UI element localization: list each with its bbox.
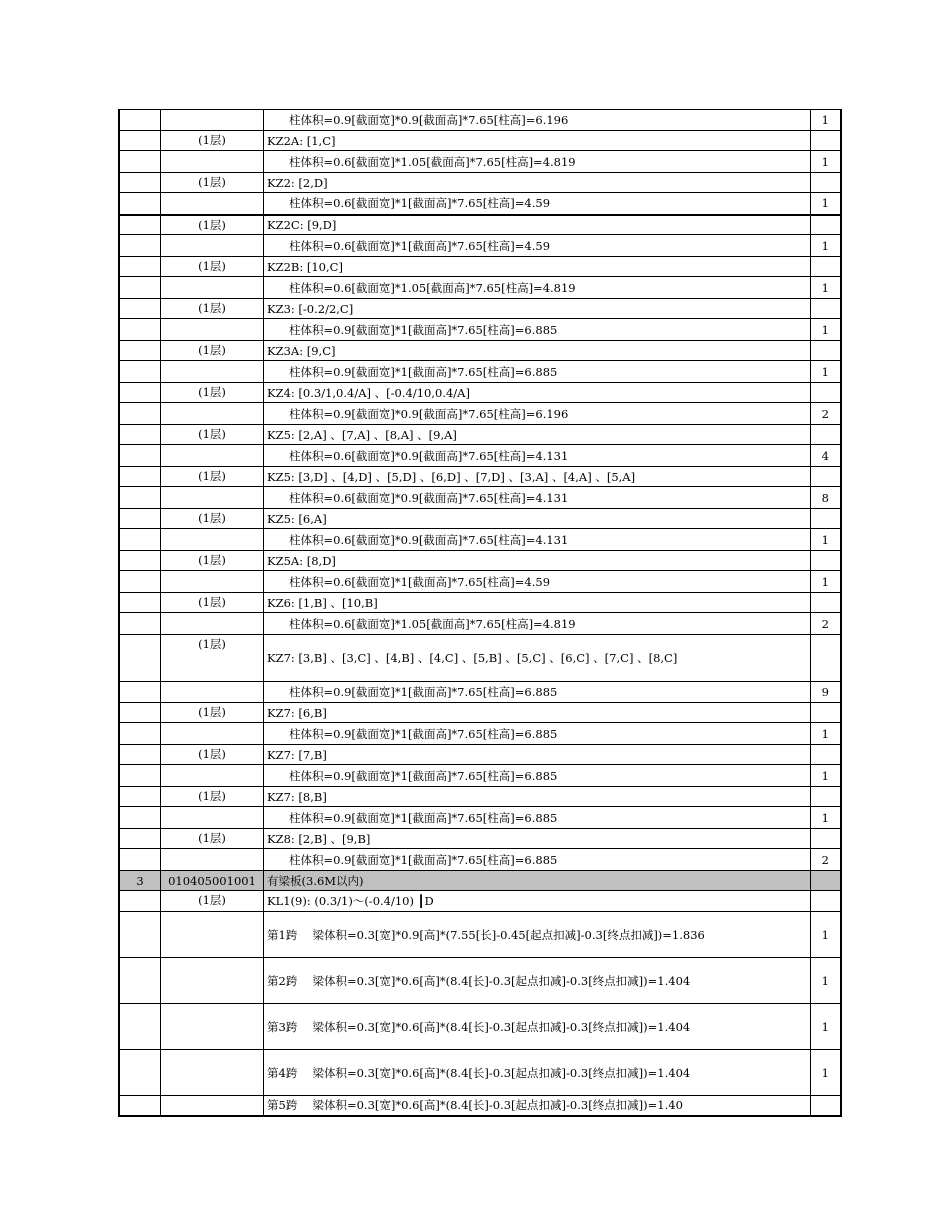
code-cell (161, 110, 264, 131)
seq-cell (119, 361, 161, 383)
floor-cell: (1层) (161, 787, 264, 807)
location-cell: 第1跨 梁体积=0.3[宽]*0.9[高]*(7.55[长]-0.45[起点扣减]-0.3[终点扣减])=1.836 (264, 912, 811, 958)
code-cell (161, 912, 264, 958)
table-row (119, 635, 841, 682)
location-cell: KZ3A: [9,C] (264, 341, 811, 361)
quantity-cell: 2 (811, 849, 841, 871)
table-row (119, 110, 841, 131)
quantity-cell: 1 (811, 958, 841, 1004)
code-cell (161, 319, 264, 341)
quantity-cell: 2 (811, 613, 841, 635)
location-cell: KZ7: [8,B] (264, 787, 811, 807)
quantity-cell (811, 551, 841, 571)
formula-cell: 柱体积=0.6[截面宽]*1.05[截面高]*7.65[柱高]=4.819 (264, 613, 811, 635)
seq-cell (119, 110, 161, 131)
formula-cell: 柱体积=0.6[截面宽]*0.9[截面高]*7.65[柱高]=4.131 (264, 529, 811, 551)
location-cell: KZ5: [3,D] 、[4,D] 、[5,D] 、[6,D] 、[7,D] 、[3,A] 、[4,A] 、[5,A] (264, 467, 811, 487)
floor-cell: (1层) (161, 341, 264, 361)
quantity-cell (811, 787, 841, 807)
floor-cell: (1层) (161, 215, 264, 235)
quantity-cell (811, 745, 841, 765)
table-row (119, 487, 841, 509)
seq-cell (119, 299, 161, 319)
table-row (119, 509, 841, 529)
seq-cell (119, 467, 161, 487)
table-row (119, 787, 841, 807)
location-cell: 第4跨 梁体积=0.3[宽]*0.6[高]*(8.4[长]-0.3[起点扣减]-0.3[终点扣减])=1.404 (264, 1050, 811, 1096)
seq-cell: 3 (119, 871, 161, 891)
formula-cell: 柱体积=0.6[截面宽]*1.05[截面高]*7.65[柱高]=4.819 (264, 277, 811, 299)
quantity-cell (811, 1096, 841, 1116)
code-cell (161, 235, 264, 257)
code-cell (161, 849, 264, 871)
location-cell: KZ2C: [9,D] (264, 215, 811, 235)
table-row (119, 235, 841, 257)
table-row (119, 341, 841, 361)
quantity-cell: 1 (811, 277, 841, 299)
formula-cell: 柱体积=0.9[截面宽]*1[截面高]*7.65[柱高]=6.885 (264, 723, 811, 745)
code-cell (161, 807, 264, 829)
seq-cell (119, 151, 161, 173)
seq-cell (119, 571, 161, 593)
code-cell (161, 193, 264, 215)
seq-cell (119, 1050, 161, 1096)
code-cell (161, 571, 264, 593)
table-row (119, 215, 841, 235)
code-cell (161, 361, 264, 383)
seq-cell (119, 787, 161, 807)
quantity-cell: 4 (811, 445, 841, 467)
seq-cell (119, 425, 161, 445)
table-row (119, 1004, 841, 1050)
table-row (119, 383, 841, 403)
code-cell (161, 613, 264, 635)
item-header-row (119, 871, 841, 891)
seq-cell (119, 319, 161, 341)
table-row (119, 193, 841, 215)
quantity-cell (811, 299, 841, 319)
quantity-cell (811, 383, 841, 403)
quantity-cell (811, 131, 841, 151)
table-row (119, 912, 841, 958)
location-cell: 第5跨 梁体积=0.3[宽]*0.6[高]*(8.4[长]-0.3[起点扣减]-0.3[终点扣减])=1.40 (264, 1096, 811, 1116)
quantity-cell: 1 (811, 1050, 841, 1096)
location-cell: KZ2A: [1,C] (264, 131, 811, 151)
quantity-cell: 9 (811, 682, 841, 703)
seq-cell (119, 193, 161, 215)
seq-cell (119, 1096, 161, 1116)
seq-cell (119, 891, 161, 912)
seq-cell (119, 509, 161, 529)
quantity-cell: 1 (811, 723, 841, 745)
location-cell: KZ7: [3,B] 、[3,C] 、[4,B] 、[4,C] 、[5,B] 、[5,C] 、[6,C] 、[7,C] 、[8,C] (264, 635, 811, 682)
quantity-cell: 1 (811, 765, 841, 787)
location-cell: KZ2: [2,D] (264, 173, 811, 193)
location-cell: KZ5: [2,A] 、[7,A] 、[8,A] 、[9,A] (264, 425, 811, 445)
seq-cell (119, 593, 161, 613)
code-cell (161, 958, 264, 1004)
location-cell: KZ6: [1,B] 、[10,B] (264, 593, 811, 613)
quantity-cell: 1 (811, 319, 841, 341)
seq-cell (119, 487, 161, 509)
quantity-cell (811, 215, 841, 235)
quantity-cell: 1 (811, 235, 841, 257)
code-cell (161, 1096, 264, 1116)
quantity-cell (811, 173, 841, 193)
floor-cell: (1层) (161, 173, 264, 193)
formula-cell: 柱体积=0.9[截面宽]*1[截面高]*7.65[柱高]=6.885 (264, 319, 811, 341)
floor-cell: (1层) (161, 745, 264, 765)
table-row (119, 257, 841, 277)
formula-cell: 柱体积=0.6[截面宽]*0.9[截面高]*7.65[柱高]=4.131 (264, 487, 811, 509)
table-row (119, 1096, 841, 1116)
formula-cell: 柱体积=0.9[截面宽]*1[截面高]*7.65[柱高]=6.885 (264, 849, 811, 871)
table-row (119, 765, 841, 787)
table-row (119, 571, 841, 593)
seq-cell (119, 745, 161, 765)
table-row (119, 1050, 841, 1096)
quantity-cell: 8 (811, 487, 841, 509)
floor-cell: (1层) (161, 551, 264, 571)
table-row (119, 403, 841, 425)
floor-cell: (1层) (161, 891, 264, 912)
formula-cell: 柱体积=0.9[截面宽]*1[截面高]*7.65[柱高]=6.885 (264, 682, 811, 703)
seq-cell (119, 445, 161, 467)
formula-cell: 柱体积=0.6[截面宽]*0.9[截面高]*7.65[柱高]=4.131 (264, 445, 811, 467)
formula-cell: 柱体积=0.9[截面宽]*1[截面高]*7.65[柱高]=6.885 (264, 361, 811, 383)
formula-cell: 柱体积=0.9[截面宽]*1[截面高]*7.65[柱高]=6.885 (264, 807, 811, 829)
table-row (119, 299, 841, 319)
seq-cell (119, 682, 161, 703)
code-cell (161, 277, 264, 299)
table-row (119, 849, 841, 871)
location-cell: KZ4: [0.3/1,0.4/A] 、[-0.4/10,0.4/A] (264, 383, 811, 403)
seq-cell (119, 215, 161, 235)
code-cell (161, 682, 264, 703)
formula-cell: 柱体积=0.6[截面宽]*1[截面高]*7.65[柱高]=4.59 (264, 193, 811, 215)
quantity-cell (811, 829, 841, 849)
formula-cell: 柱体积=0.9[截面宽]*1[截面高]*7.65[柱高]=6.885 (264, 765, 811, 787)
seq-cell (119, 551, 161, 571)
quantity-cell: 1 (811, 193, 841, 215)
table-row (119, 829, 841, 849)
code-cell (161, 723, 264, 745)
quantity-cell (811, 891, 841, 912)
seq-cell (119, 958, 161, 1004)
table-row (119, 467, 841, 487)
table-row (119, 131, 841, 151)
location-cell: 第2跨 梁体积=0.3[宽]*0.6[高]*(8.4[长]-0.3[起点扣减]-0.3[终点扣减])=1.404 (264, 958, 811, 1004)
seq-cell (119, 131, 161, 151)
code-cell (161, 1050, 264, 1096)
seq-cell (119, 403, 161, 425)
table-row (119, 703, 841, 723)
seq-cell (119, 723, 161, 745)
quantity-cell (811, 593, 841, 613)
seq-cell (119, 849, 161, 871)
table-body (119, 110, 841, 1116)
floor-cell: (1层) (161, 593, 264, 613)
table-row (119, 445, 841, 467)
quantity-cell (811, 467, 841, 487)
table-row (119, 891, 841, 912)
floor-cell: (1层) (161, 635, 264, 682)
seq-cell (119, 912, 161, 958)
code-cell (161, 403, 264, 425)
location-cell: KZ8: [2,B] 、[9,B] (264, 829, 811, 849)
table-row (119, 173, 841, 193)
floor-cell: (1层) (161, 425, 264, 445)
seq-cell (119, 613, 161, 635)
location-cell: KZ5A: [8,D] (264, 551, 811, 571)
item-name-cell: 有梁板(3.6M以内) (264, 871, 811, 891)
formula-cell: 柱体积=0.6[截面宽]*1[截面高]*7.65[柱高]=4.59 (264, 235, 811, 257)
quantity-cell (811, 341, 841, 361)
quantity-cell (811, 703, 841, 723)
quantity-cell (811, 425, 841, 445)
table-row (119, 319, 841, 341)
table-row (119, 958, 841, 1004)
floor-cell: (1层) (161, 829, 264, 849)
table-row (119, 723, 841, 745)
floor-cell: (1层) (161, 383, 264, 403)
quantity-cell: 2 (811, 403, 841, 425)
code-cell (161, 487, 264, 509)
formula-cell: 柱体积=0.6[截面宽]*1[截面高]*7.65[柱高]=4.59 (264, 571, 811, 593)
quantity-cell: 1 (811, 807, 841, 829)
table-row (119, 593, 841, 613)
location-cell: KZ5: [6,A] (264, 509, 811, 529)
quantity-cell: 1 (811, 571, 841, 593)
quantity-cell (811, 257, 841, 277)
seq-cell (119, 807, 161, 829)
floor-cell: (1层) (161, 467, 264, 487)
floor-cell: (1层) (161, 703, 264, 723)
location-cell: KZ7: [7,B] (264, 745, 811, 765)
location-cell: KZ2B: [10,C] (264, 257, 811, 277)
quantity-cell: 1 (811, 912, 841, 958)
floor-cell: (1层) (161, 257, 264, 277)
seq-cell (119, 235, 161, 257)
table-row (119, 807, 841, 829)
quantity-cell: 1 (811, 151, 841, 173)
quantity-cell: 1 (811, 529, 841, 551)
table-row (119, 361, 841, 383)
table-row (119, 277, 841, 299)
location-cell: 第3跨 梁体积=0.3[宽]*0.6[高]*(8.4[长]-0.3[起点扣减]-0.3[终点扣减])=1.404 (264, 1004, 811, 1050)
seq-cell (119, 635, 161, 682)
seq-cell (119, 257, 161, 277)
table-row (119, 529, 841, 551)
location-cell: KL1(9): (0.3/1)～(-0.4/10) ┃D (264, 891, 811, 912)
formula-cell: 柱体积=0.9[截面宽]*0.9[截面高]*7.65[柱高]=6.196 (264, 110, 811, 131)
code-cell (161, 151, 264, 173)
seq-cell (119, 829, 161, 849)
seq-cell (119, 1004, 161, 1050)
seq-cell (119, 341, 161, 361)
quantity-cell: 1 (811, 361, 841, 383)
quantity-cell (811, 509, 841, 529)
table-row (119, 745, 841, 765)
floor-cell: (1层) (161, 509, 264, 529)
table-row (119, 425, 841, 445)
code-cell (161, 765, 264, 787)
seq-cell (119, 765, 161, 787)
quantity-cell (811, 635, 841, 682)
seq-cell (119, 529, 161, 551)
floor-cell: (1层) (161, 131, 264, 151)
table-row (119, 682, 841, 703)
table-row (119, 551, 841, 571)
seq-cell (119, 173, 161, 193)
formula-cell: 柱体积=0.6[截面宽]*1.05[截面高]*7.65[柱高]=4.819 (264, 151, 811, 173)
table-row (119, 151, 841, 173)
table-row (119, 613, 841, 635)
seq-cell (119, 383, 161, 403)
code-cell (161, 445, 264, 467)
code-cell: 010405001001 (161, 871, 264, 891)
formula-cell: 柱体积=0.9[截面宽]*0.9[截面高]*7.65[柱高]=6.196 (264, 403, 811, 425)
code-cell (161, 1004, 264, 1050)
quantity-cell (811, 871, 841, 891)
quantity-cell: 1 (811, 1004, 841, 1050)
location-cell: KZ3: [-0.2/2,C] (264, 299, 811, 319)
quantity-cell: 1 (811, 110, 841, 131)
seq-cell (119, 277, 161, 299)
floor-cell: (1层) (161, 299, 264, 319)
location-cell: KZ7: [6,B] (264, 703, 811, 723)
seq-cell (119, 703, 161, 723)
quantity-calculation-table (118, 109, 842, 1117)
code-cell (161, 529, 264, 551)
